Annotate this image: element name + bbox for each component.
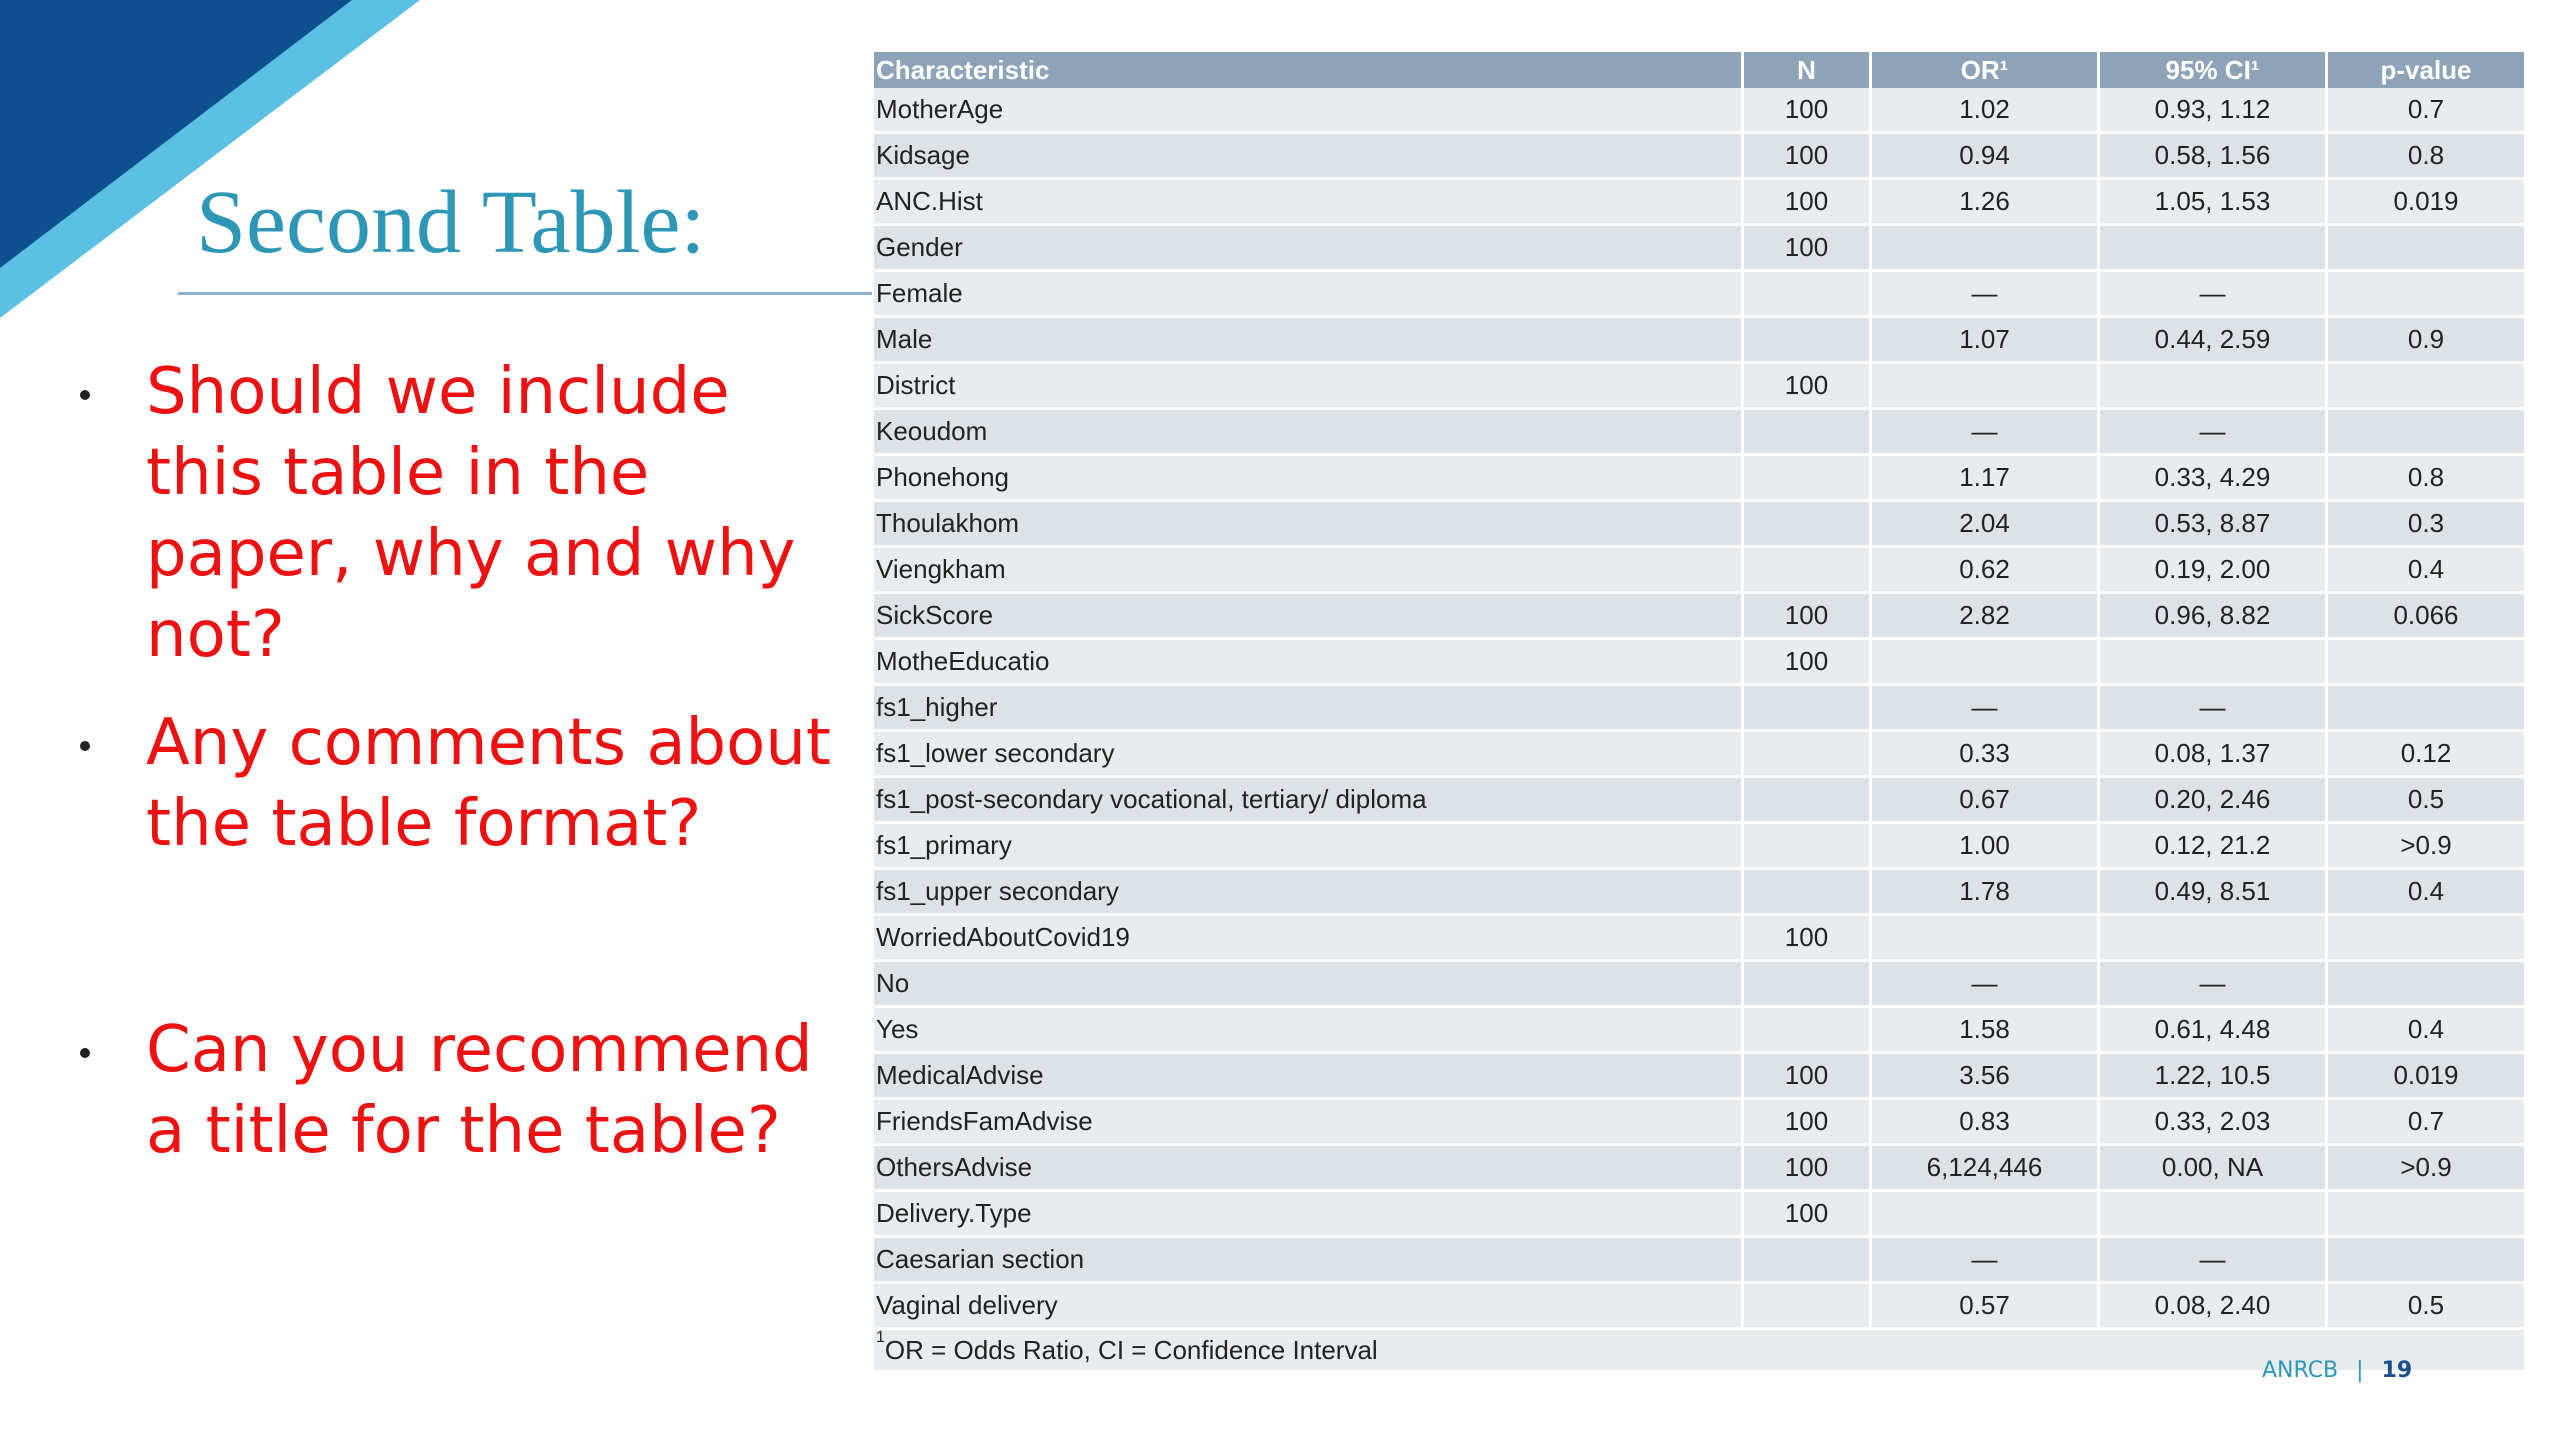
table-cell [1744,1238,1872,1284]
column-header: OR¹ [1872,52,2100,88]
table-cell [2328,640,2524,686]
table-cell [2100,640,2328,686]
table-cell: 0.83 [1872,1100,2100,1146]
table-cell [2328,272,2524,318]
table-row [874,410,2524,456]
bullet-text: Should we include this table in the paper, why and why not? [146,355,796,672]
footer-org: ANRCB [2262,1358,2339,1383]
table-cell [2328,1238,2524,1284]
footnote-text: OR = Odds Ratio, CI = Confidence Interval [884,1335,1378,1365]
table-cell: 1.05, 1.53 [2100,180,2328,226]
characteristic-cell: ANC.Hist [874,180,1744,226]
table-cell [1872,364,2100,410]
table-cell: 0.12, 21.2 [2100,824,2328,870]
table-cell: 100 [1744,916,1872,962]
table-row [874,1054,2524,1100]
table-cell [2100,1192,2328,1238]
page-number: 19 [2381,1358,2413,1383]
bullet-item [60,1010,860,1172]
table-cell: 0.49, 8.51 [2100,870,2328,916]
table-row [874,226,2524,272]
table-cell [1744,1284,1872,1330]
table-cell: — [1872,962,2100,1008]
table-cell: 0.08, 2.40 [2100,1284,2328,1330]
table-cell: 1.00 [1872,824,2100,870]
table-cell: 0.019 [2328,1054,2524,1100]
bullet-dot-icon [74,733,92,751]
column-header: N [1744,52,1872,88]
characteristic-cell: FriendsFamAdvise [874,1100,1744,1146]
table-cell [1744,824,1872,870]
table-cell: — [2100,686,2328,732]
table-cell: 1.22, 10.5 [2100,1054,2328,1100]
table-row [874,1284,2524,1330]
table-cell [1872,1192,2100,1238]
table-cell: 1.26 [1872,180,2100,226]
characteristic-cell: Viengkham [874,548,1744,594]
table-cell: 0.96, 8.82 [2100,594,2328,640]
table-cell [2100,364,2328,410]
footer-separator: | [2356,1358,2364,1383]
table-cell: 0.019 [2328,180,2524,226]
table-cell [1744,1008,1872,1054]
table-cell: — [1872,272,2100,318]
table-cell: 100 [1744,594,1872,640]
characteristic-cell: Caesarian section [874,1238,1744,1284]
characteristic-cell: Phonehong [874,456,1744,502]
table-cell: 100 [1744,88,1872,134]
table-cell [2328,962,2524,1008]
characteristic-cell: WorriedAboutCovid19 [874,916,1744,962]
table-cell: 0.9 [2328,318,2524,364]
slide-footer [2262,1358,2412,1383]
table-row [874,824,2524,870]
table-cell: 0.33, 2.03 [2100,1100,2328,1146]
bullet-dot-icon [74,1040,92,1058]
table-cell: 0.00, NA [2100,1146,2328,1192]
characteristic-cell: Female [874,272,1744,318]
characteristic-cell: No [874,962,1744,1008]
table-row [874,594,2524,640]
characteristic-cell: Kidsage [874,134,1744,180]
table-cell: 100 [1744,134,1872,180]
table-cell: 1.58 [1872,1008,2100,1054]
table-cell: 0.67 [1872,778,2100,824]
table-row [874,1192,2524,1238]
table-body [874,88,2524,1330]
table-row [874,962,2524,1008]
bullet-text: Any comments about the table format? [146,706,831,861]
column-header: p-value [2328,52,2524,88]
table-cell: 100 [1744,1054,1872,1100]
table-cell: 100 [1744,1192,1872,1238]
bullet-text: Can you recommend a title for the table? [146,1013,813,1168]
characteristic-cell: Thoulakhom [874,502,1744,548]
slide-title: Second Table: [196,173,706,272]
table-cell: 100 [1744,640,1872,686]
characteristic-cell: MedicalAdvise [874,1054,1744,1100]
table-cell: 0.19, 2.00 [2100,548,2328,594]
title-underline [178,292,872,295]
table-cell: — [1872,686,2100,732]
table-cell [2100,916,2328,962]
table-row [874,502,2524,548]
table-cell: — [1872,1238,2100,1284]
characteristic-cell: fs1_primary [874,824,1744,870]
table-cell: 0.33 [1872,732,2100,778]
table-cell: 1.78 [1872,870,2100,916]
table-row [874,1238,2524,1284]
table-cell: 1.17 [1872,456,2100,502]
table-cell: 1.02 [1872,88,2100,134]
table-cell: 100 [1744,364,1872,410]
table-cell: >0.9 [2328,1146,2524,1192]
table-row [874,1008,2524,1054]
characteristic-cell: Vaginal delivery [874,1284,1744,1330]
characteristic-cell: SickScore [874,594,1744,640]
characteristic-cell: Yes [874,1008,1744,1054]
table-cell [2328,1192,2524,1238]
characteristic-cell: Gender [874,226,1744,272]
characteristic-cell: MotherAge [874,88,1744,134]
table-row [874,272,2524,318]
table-cell [2328,226,2524,272]
table-cell: 0.93, 1.12 [2100,88,2328,134]
table-row [874,180,2524,226]
table-cell [2328,410,2524,456]
table-row [874,686,2524,732]
table-cell [1744,410,1872,456]
column-header: Characteristic [874,52,1744,88]
table-cell: 0.7 [2328,88,2524,134]
table-cell: 2.04 [1872,502,2100,548]
table-cell: 0.4 [2328,870,2524,916]
table-header-row [874,52,2524,88]
table-cell: 0.4 [2328,1008,2524,1054]
table-row [874,456,2524,502]
table-cell: 6,124,446 [1872,1146,2100,1192]
table-cell: — [2100,1238,2328,1284]
table-row [874,1100,2524,1146]
table-cell: 0.44, 2.59 [2100,318,2328,364]
table-cell [1744,456,1872,502]
table-cell: — [1872,410,2100,456]
table-cell: 0.62 [1872,548,2100,594]
table-cell: 0.5 [2328,1284,2524,1330]
characteristic-cell: Keoudom [874,410,1744,456]
regression-table [874,52,2524,1370]
table-cell: 0.7 [2328,1100,2524,1146]
table-cell: 0.12 [2328,732,2524,778]
table-cell [1872,640,2100,686]
characteristic-cell: fs1_upper secondary [874,870,1744,916]
table-cell [1744,732,1872,778]
table-row [874,364,2524,410]
table-cell [1744,870,1872,916]
table-row [874,1146,2524,1192]
table-cell: 0.94 [1872,134,2100,180]
table-cell: 0.8 [2328,134,2524,180]
table-cell: >0.9 [2328,824,2524,870]
characteristic-cell: MotheEducatio [874,640,1744,686]
table-cell [1872,916,2100,962]
bullet-item [60,352,860,676]
table-cell [1744,502,1872,548]
characteristic-cell: Delivery.Type [874,1192,1744,1238]
characteristic-cell: fs1_higher [874,686,1744,732]
table-cell [1744,272,1872,318]
table-cell: 0.066 [2328,594,2524,640]
table-cell: 0.8 [2328,456,2524,502]
table-cell: 0.5 [2328,778,2524,824]
footnote-mark: 1 [876,1329,885,1346]
table-row [874,916,2524,962]
table-cell: 100 [1744,180,1872,226]
table-cell: 100 [1744,226,1872,272]
table-cell [1872,226,2100,272]
table-cell: 1.07 [1872,318,2100,364]
table-cell: 0.58, 1.56 [2100,134,2328,180]
table-cell: 0.61, 4.48 [2100,1008,2328,1054]
characteristic-cell: fs1_lower secondary [874,732,1744,778]
table-cell: 0.33, 4.29 [2100,456,2328,502]
table-cell: 100 [1744,1100,1872,1146]
table-row [874,870,2524,916]
table-cell [2100,226,2328,272]
table-row [874,640,2524,686]
bullet-dot-icon [74,382,92,400]
corner-decoration [0,0,420,320]
table-row [874,732,2524,778]
table-cell: 100 [1744,1146,1872,1192]
table-cell: — [2100,962,2328,1008]
table-cell [2328,686,2524,732]
table-row [874,548,2524,594]
table-row [874,778,2524,824]
table-cell [2328,916,2524,962]
table-cell: 0.4 [2328,548,2524,594]
table-row [874,88,2524,134]
table-cell [1744,962,1872,1008]
table-cell [2328,364,2524,410]
table-cell: 0.53, 8.87 [2100,502,2328,548]
table-cell: 0.20, 2.46 [2100,778,2328,824]
characteristic-cell: Male [874,318,1744,364]
table-cell [1744,686,1872,732]
characteristic-cell: District [874,364,1744,410]
characteristic-cell: fs1_post-secondary vocational, tertiary/ diploma [874,778,1744,824]
table-cell: — [2100,410,2328,456]
bullet-item [60,703,860,865]
table-row [874,318,2524,364]
table-cell: 3.56 [1872,1054,2100,1100]
table-cell [1744,778,1872,824]
table-cell [1744,318,1872,364]
table-cell: 0.57 [1872,1284,2100,1330]
table-row [874,134,2524,180]
table-cell: 2.82 [1872,594,2100,640]
table-cell: — [2100,272,2328,318]
characteristic-cell: OthersAdvise [874,1146,1744,1192]
table-cell [1744,548,1872,594]
column-header: 95% CI¹ [2100,52,2328,88]
table-cell: 0.08, 1.37 [2100,732,2328,778]
table-cell: 0.3 [2328,502,2524,548]
